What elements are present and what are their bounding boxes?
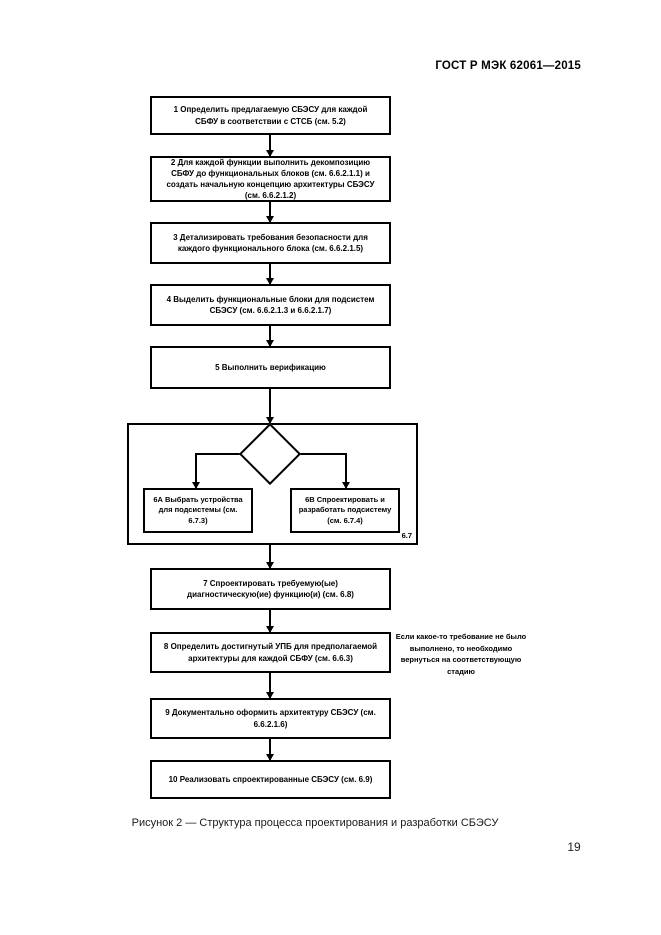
arrow-connector-1-2 — [269, 135, 271, 156]
arrow-connector-8-9 — [269, 673, 271, 698]
figure-caption: Рисунок 2 — Структура процесса проектирования и разработки СБЭСУ — [131, 817, 499, 829]
side-note: Если какое-то требование не было выполнено, то необходимо вернуться на соответствующую стадию — [395, 632, 527, 676]
subsystem-clause-label: 6.7 — [401, 531, 412, 540]
process-box-6a: 6А Выбрать устройства для подсистемы (см. 6.7.3) — [143, 488, 253, 533]
process-box-10: 10 Реализовать спроектированные СБЭСУ (см. 6.9) — [150, 760, 391, 799]
arrow-connector-6a — [195, 453, 197, 488]
page-number: 19 — [567, 840, 581, 854]
process-box-9: 9 Документально оформить архитектуру СБЭСУ (см. 6.6.2.1.6) — [150, 698, 391, 739]
process-box-4: 4 Выделить функциональные блоки для подсистем СБЭСУ (см. 6.6.2.1.3 и 6.6.2.1.7) — [150, 284, 391, 326]
process-box-1: 1 Определить предлагаемую СБЭСУ для каждой СБФУ в соответствии с СТСБ (см. 5.2) — [150, 96, 391, 135]
process-box-3: 3 Детализировать требования безопасности для каждого функционального блока (см. 6.6.2.1.5) — [150, 222, 391, 264]
arrow-connector-3-4 — [269, 264, 271, 284]
arrow-connector-4-5 — [269, 326, 271, 346]
arrow-connector-2-3 — [269, 202, 271, 222]
process-box-8: 8 Определить достигнутый УПБ для предполагаемой архитектуры для каждой СБФУ (см. 6.6.3) — [150, 632, 391, 673]
document-header: ГОСТ Р МЭК 62061—2015 — [435, 60, 581, 72]
process-box-7: 7 Спроектировать требуемую(ые) диагностическую(ие) функцию(и) (см. 6.8) — [150, 568, 391, 610]
arrow-connector-7-8 — [269, 610, 271, 632]
arrow-connector-9-10 — [269, 739, 271, 760]
arrow-connector-5-6 — [269, 389, 271, 423]
arrow-connector-6b — [345, 453, 347, 488]
process-box-5: 5 Выполнить верификацию — [150, 346, 391, 389]
process-box-2: 2 Для каждой функции выполнить декомпозицию СБФУ до функциональных блоков (см. 6.6.2.1.1) и создать начальную концепцию архитектуры СБЭСУ (см. 6.6.2.1.2) — [150, 156, 391, 202]
arrow-connector-6-7 — [269, 545, 271, 568]
process-box-6b: 6В Спроектировать и разработать подсистему (см. 6.7.4) — [290, 488, 400, 533]
